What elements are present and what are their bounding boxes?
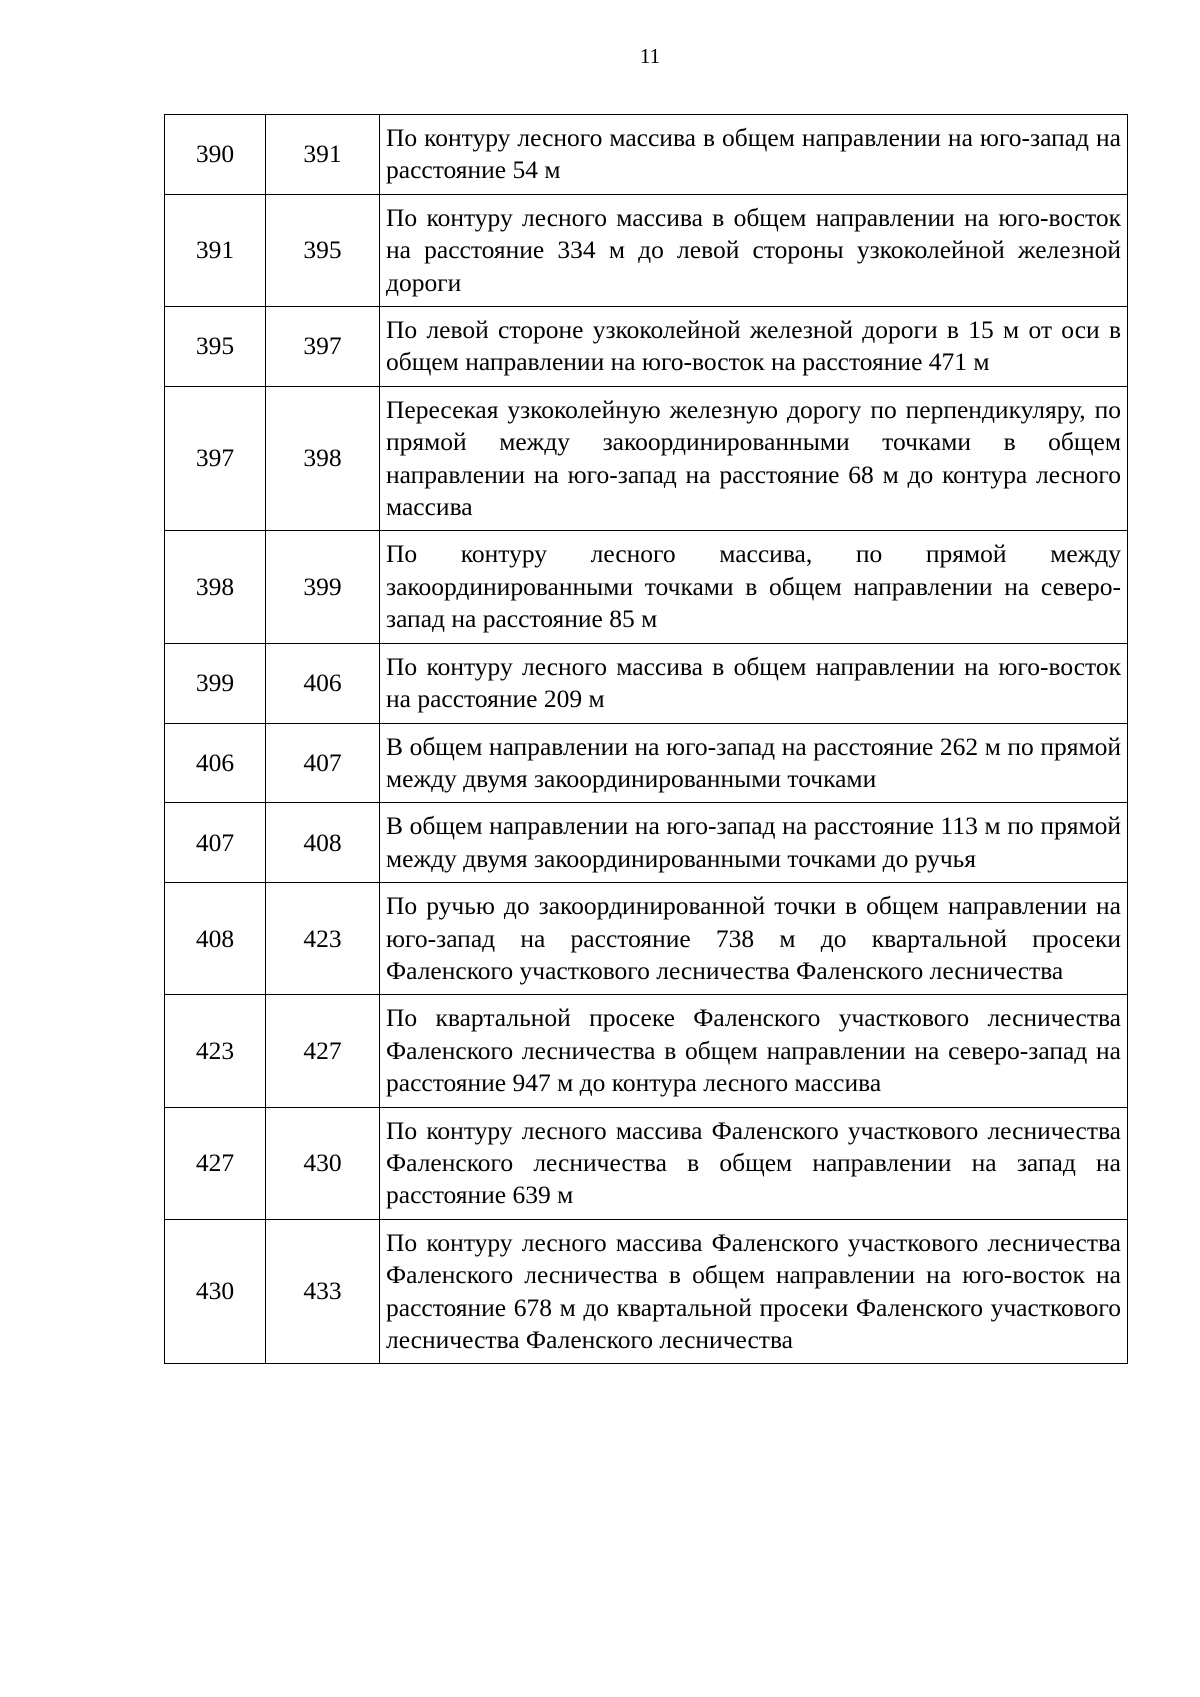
- to-point-cell: 406: [266, 643, 380, 723]
- from-point-cell: 430: [165, 1219, 266, 1364]
- to-point-cell: 423: [266, 883, 380, 995]
- from-point-cell: 390: [165, 115, 266, 195]
- table-row: [165, 1107, 1128, 1219]
- table-row: [165, 531, 1128, 643]
- table-row: [165, 883, 1128, 995]
- table-row: [165, 194, 1128, 306]
- description-cell: Пересекая узкоколейную железную дорогу по перпендикуляру, по прямой между закоординированными точками в общем направлении на юго-запад на расстояние 68 м до контура лесного массива: [380, 386, 1128, 531]
- description-cell: В общем направлении на юго-запад на расстояние 113 м по прямой между двумя закоординированными точками до ручья: [380, 803, 1128, 883]
- from-point-cell: 398: [165, 531, 266, 643]
- from-point-cell: 397: [165, 386, 266, 531]
- description-cell: По ручью до закоординированной точки в общем направлении на юго-запад на расстояние 738 м до квартальной просеки Фаленского участкового лесничества Фаленского лесничества: [380, 883, 1128, 995]
- to-point-cell: 397: [266, 307, 380, 387]
- to-point-cell: 408: [266, 803, 380, 883]
- to-point-cell: 399: [266, 531, 380, 643]
- to-point-cell: 395: [266, 194, 380, 306]
- table-row: [165, 803, 1128, 883]
- to-point-cell: 398: [266, 386, 380, 531]
- from-point-cell: 399: [165, 643, 266, 723]
- description-cell: В общем направлении на юго-запад на расстояние 262 м по прямой между двумя закоординированными точками: [380, 723, 1128, 803]
- from-point-cell: 423: [165, 995, 266, 1107]
- table-row: [165, 386, 1128, 531]
- description-cell: По контуру лесного массива в общем направлении на юго-восток на расстояние 209 м: [380, 643, 1128, 723]
- to-point-cell: 430: [266, 1107, 380, 1219]
- from-point-cell: 407: [165, 803, 266, 883]
- description-cell: По контуру лесного массива Фаленского участкового лесничества Фаленского лесничества в общем направлении на запад на расстояние 639 м: [380, 1107, 1128, 1219]
- to-point-cell: 407: [266, 723, 380, 803]
- from-point-cell: 395: [165, 307, 266, 387]
- table-row: [165, 723, 1128, 803]
- boundary-description-table: [164, 114, 1128, 1364]
- description-cell: По контуру лесного массива в общем направлении на юго-восток на расстояние 334 м до левой стороны узкоколейной железной дороги: [380, 194, 1128, 306]
- description-cell: По контуру лесного массива Фаленского участкового лесничества Фаленского лесничества в общем направлении на юго-восток на расстояние 678 м до квартальной просеки Фаленского участкового лесничества Фаленского лесничества: [380, 1219, 1128, 1364]
- table-row: [165, 115, 1128, 195]
- table-row: [165, 643, 1128, 723]
- to-point-cell: 433: [266, 1219, 380, 1364]
- from-point-cell: 408: [165, 883, 266, 995]
- description-cell: По контуру лесного массива в общем направлении на юго-запад на расстояние 54 м: [380, 115, 1128, 195]
- from-point-cell: 427: [165, 1107, 266, 1219]
- page-number: 11: [639, 44, 661, 68]
- table-row: [165, 1219, 1128, 1364]
- from-point-cell: 391: [165, 194, 266, 306]
- table-row: [165, 307, 1128, 387]
- to-point-cell: 427: [266, 995, 380, 1107]
- table-row: [165, 995, 1128, 1107]
- to-point-cell: 391: [266, 115, 380, 195]
- description-cell: По контуру лесного массива, по прямой между закоординированными точками в общем направлении на северо-запад на расстояние 85 м: [380, 531, 1128, 643]
- description-cell: По левой стороне узкоколейной железной дороги в 15 м от оси в общем направлении на юго-восток на расстояние 471 м: [380, 307, 1128, 387]
- from-point-cell: 406: [165, 723, 266, 803]
- description-cell: По квартальной просеке Фаленского участкового лесничества Фаленского лесничества в общем направлении на северо-запад на расстояние 947 м до контура лесного массива: [380, 995, 1128, 1107]
